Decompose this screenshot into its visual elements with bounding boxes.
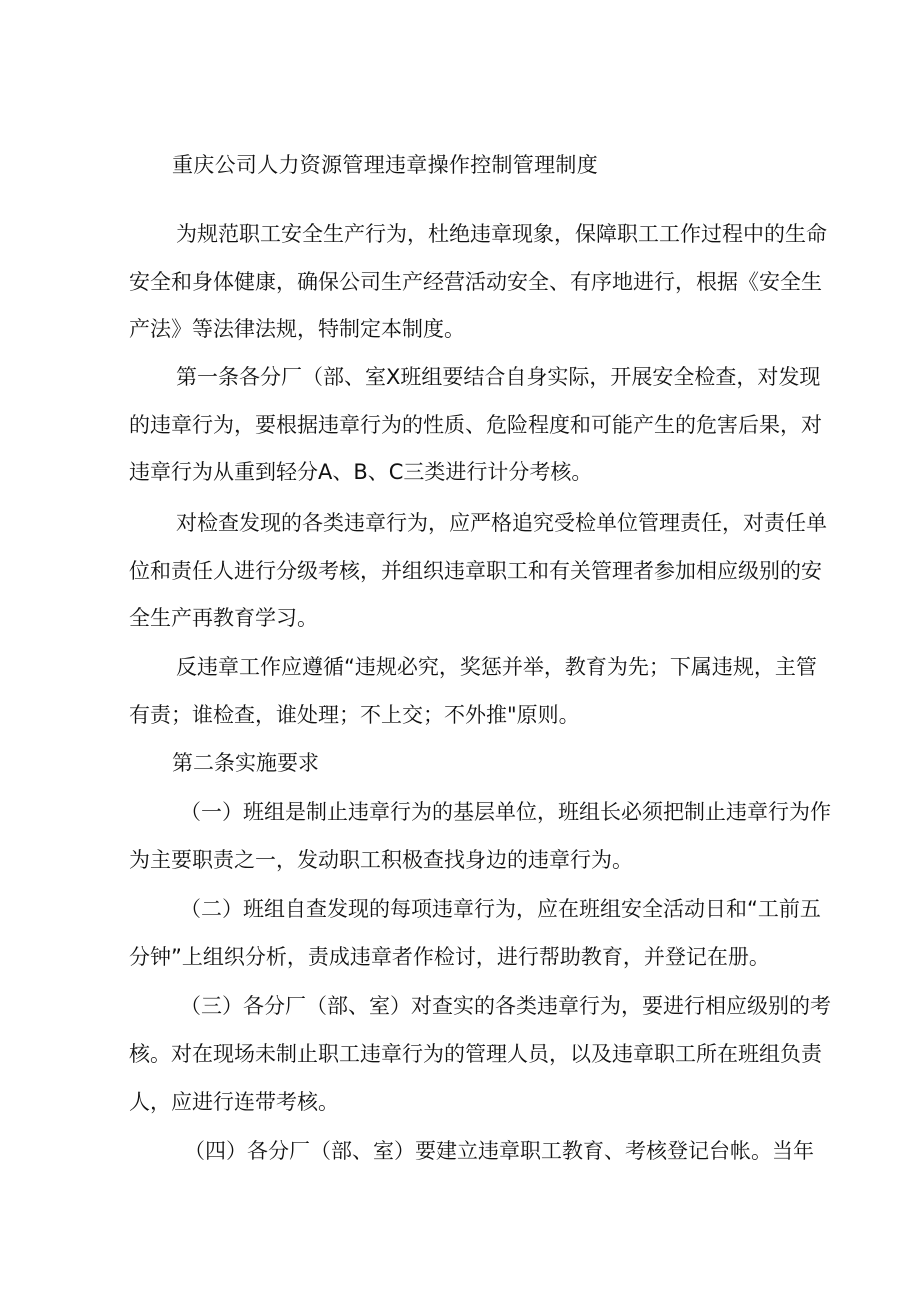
- text-line: （四）各分厂（部、室）要建立违章职工教育、考核登记台帐。当年: [184, 1139, 814, 1163]
- text-line: 对检查发现的各类违章行为，应严格追究受检单位管理责任，对责任单: [176, 511, 827, 535]
- text-line: 第一条各分厂（部、室X班组要结合自身实际，开展安全检查，对发现: [176, 365, 821, 389]
- document-title: 重庆公司人力资源管理违章操作控制管理制度: [172, 153, 598, 177]
- section-heading: 第二条实施要求: [172, 751, 319, 775]
- text-line: 有责；谁检查，谁处理；不上交；不外推"原则。: [129, 703, 580, 727]
- text-line: 反违章工作应遵循“违规必究，奖惩并举，教育为先；下属违规，主管: [176, 655, 817, 679]
- text-line: （一）班组是制止违章行为的基层单位，班组长必须把制止违章行为作: [180, 800, 831, 824]
- text-line: 的违章行为，要根据违章行为的性质、危险程度和可能产生的危害后果，对: [129, 413, 822, 437]
- text-line: 位和责任人进行分级考核，并组织违章职工和有关管理者参加相应级别的安: [129, 559, 822, 583]
- text-line: 核。对在现场未制止职工违章行为的管理人员，以及违章职工所在班组负责: [129, 1042, 822, 1066]
- text-line: 人，应进行连带考核。: [129, 1090, 339, 1114]
- text-line: 产法》等法律法规，特制定本制度。: [129, 317, 465, 341]
- text-line: 安全和身体健康，确保公司生产经营活动安全、有序地进行，根据《安全生: [129, 270, 822, 294]
- text-line: 为主要职责之一，发动职工积极查找身边的违章行为。: [129, 848, 633, 872]
- text-line: （三）各分厂（部、室）对查实的各类违章行为，要进行相应级别的考: [180, 994, 831, 1018]
- text-line: 全生产再教育学习。: [129, 606, 318, 630]
- text-line: 违章行为从重到轻分A、B、C三类进行计分考核。: [129, 460, 593, 484]
- text-line: （二）班组自查发现的每项违章行为，应在班组安全活动日和“工前五: [180, 897, 821, 921]
- text-line: 分钟”上组织分析，责成违章者作检讨，进行帮助教育，并登记在册。: [129, 945, 770, 969]
- text-line: 为规范职工安全生产行为，杜绝违章现象，保障职工工作过程中的生命: [176, 222, 827, 246]
